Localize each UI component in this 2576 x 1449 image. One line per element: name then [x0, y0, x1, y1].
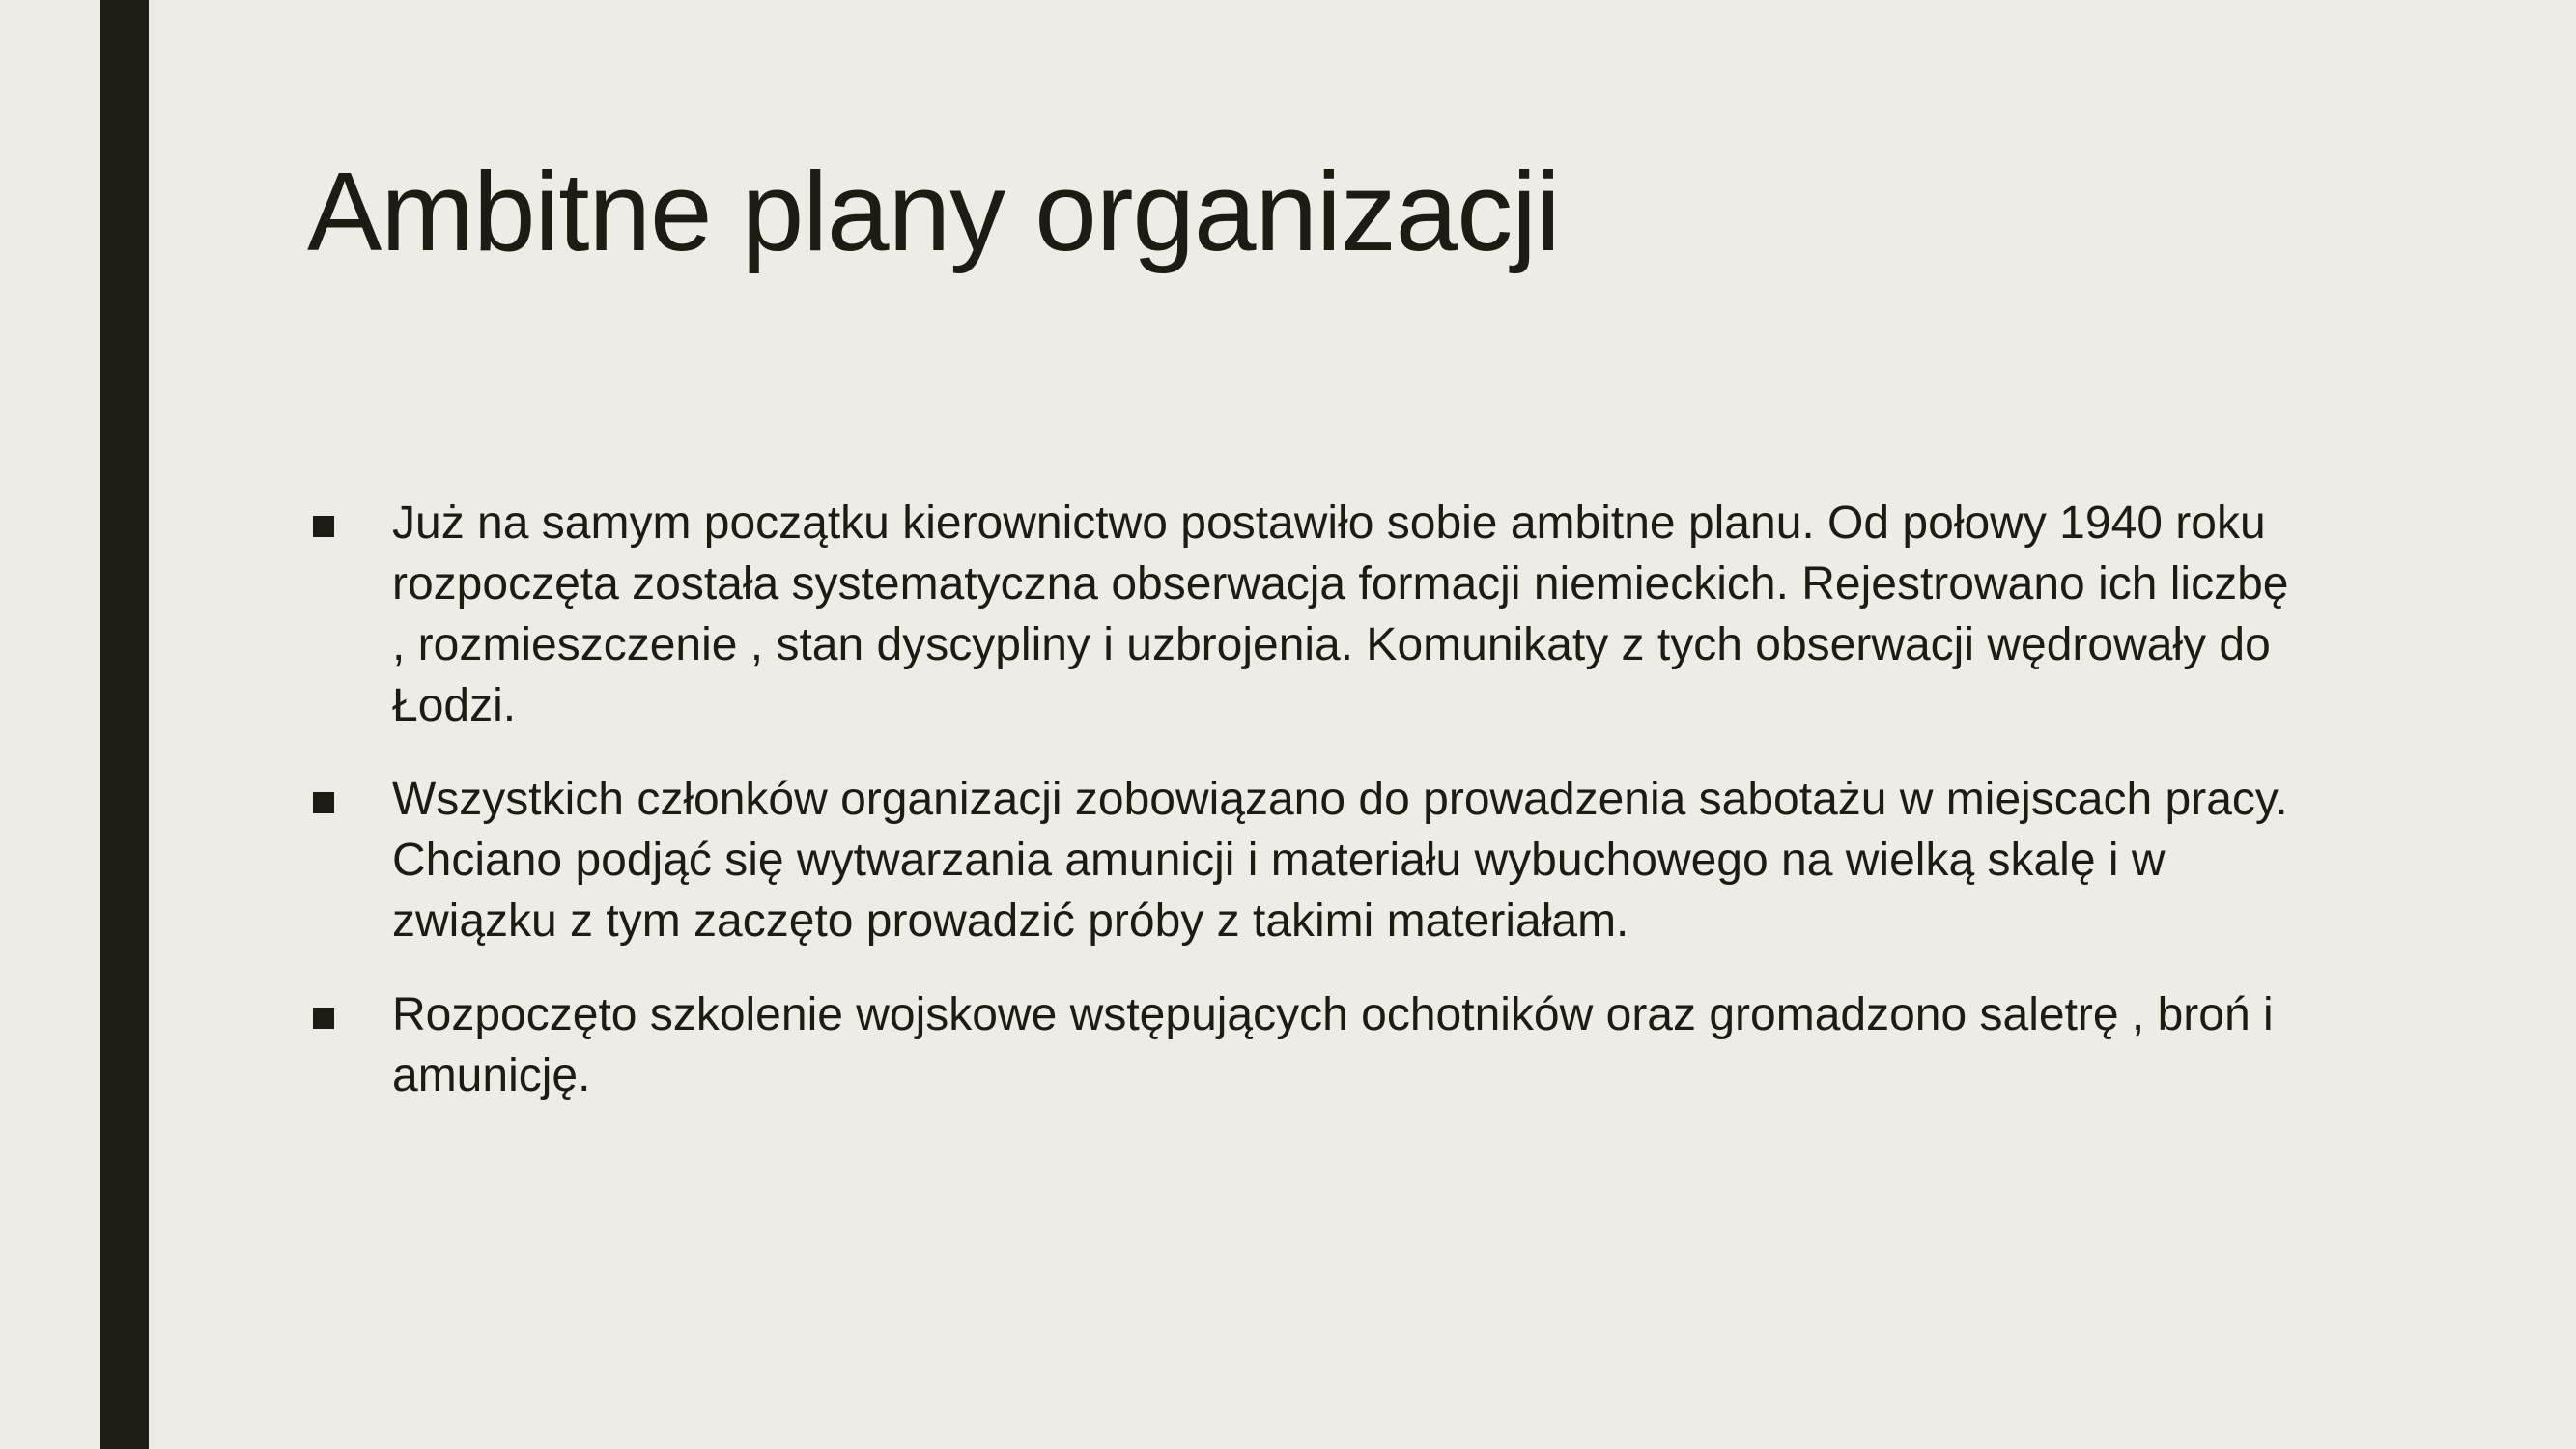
slide-title: Ambitne plany organizacji	[307, 149, 1560, 274]
bullet-item-1	[307, 493, 2307, 736]
bullet-text-3: Rozpoczęto szkolenie wojskowe wstępujących ochotników oraz gromadzono saletrę , broń i amunicję.	[392, 989, 2274, 1101]
square-bullet-icon	[313, 792, 334, 813]
bullet-list	[307, 493, 2307, 1139]
bullet-text-1: Już na samym początku kierownictwo postawiło sobie ambitne planu. Od połowy 1940 roku rozpoczęta została systematyczna obserwacja formacji niemieckich. Rejestrowano ich liczbę , rozmieszczenie , stan dyscypliny i uzbrojenia. Komunikaty z tych obserwacji wędrowały do Łodzi.	[392, 497, 2289, 731]
square-bullet-icon	[313, 1008, 334, 1029]
square-bullet-icon	[313, 516, 334, 537]
accent-side-bar	[100, 0, 149, 1449]
bullet-text-2: Wszystkich członków organizacji zobowiązano do prowadzenia sabotażu w miejscach pracy. Chciano podjąć się wytwarzania amunicji i materiału wybuchowego na wielką skalę i w związku z tym zaczęto prowadzić próby z takimi materiałam.	[392, 774, 2288, 947]
bullet-item-3	[307, 984, 2307, 1106]
bullet-item-2	[307, 769, 2307, 952]
